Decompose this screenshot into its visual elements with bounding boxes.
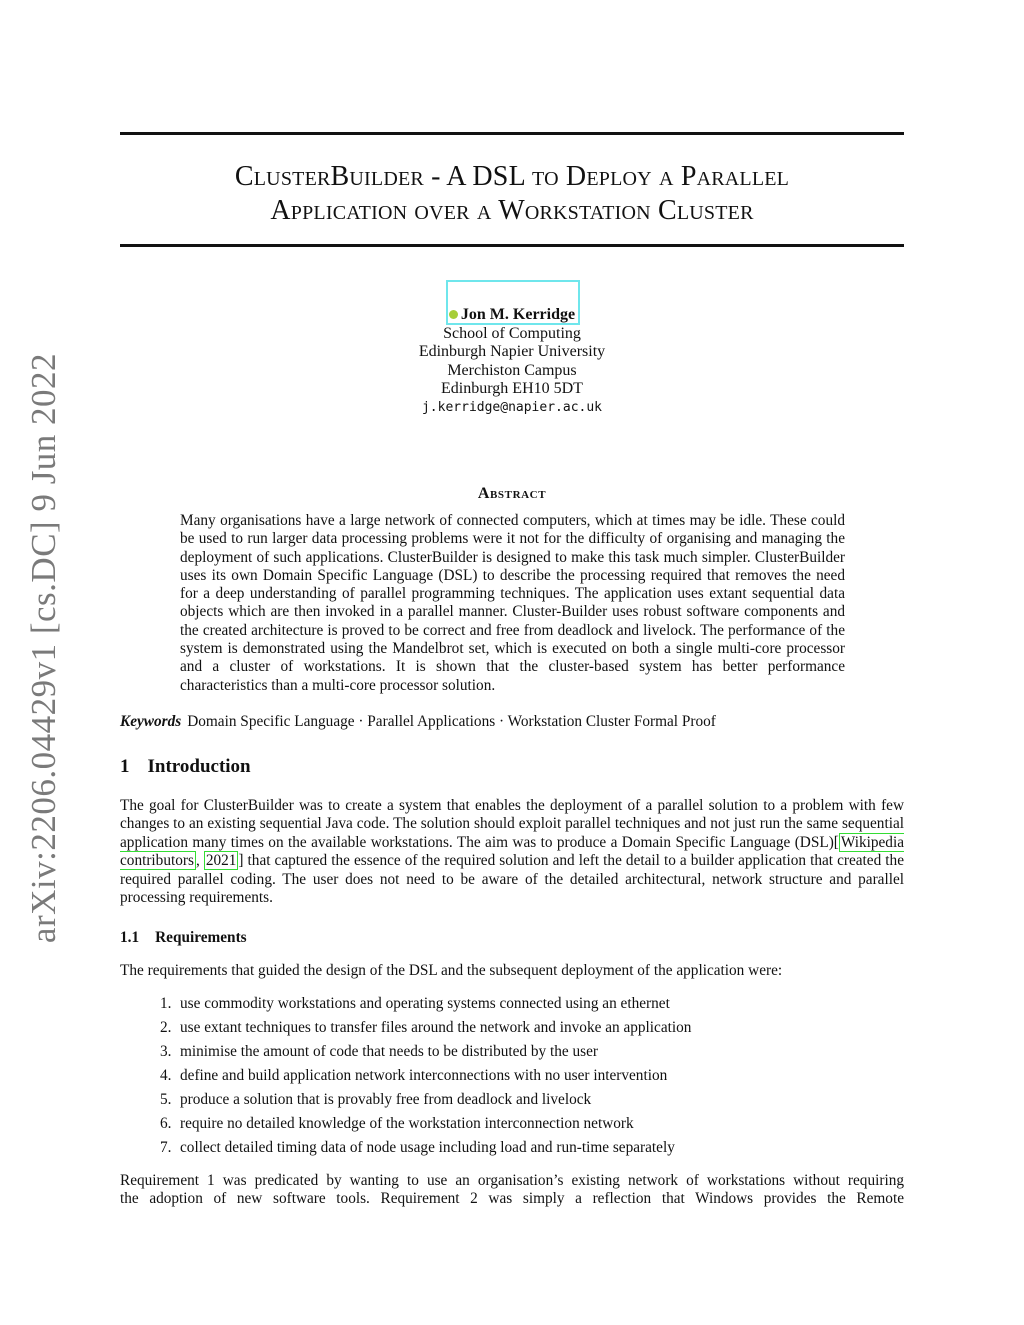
paragraph-line-2: the adoption of new software tools. Requirement 2 was simply a reflection that Windows provides the Remote — [120, 1190, 904, 1208]
requirements-list — [120, 995, 904, 1163]
author-name[interactable]: Jon M. Kerridge — [460, 306, 576, 323]
list-item-number: 3. — [160, 1043, 172, 1060]
list-item — [120, 1115, 904, 1139]
author-email: j.kerridge@napier.ac.uk — [421, 399, 602, 415]
list-item-text: require no detailed knowledge of the workstation interconnection network — [180, 1115, 634, 1132]
list-item-number: 2. — [160, 1019, 172, 1036]
author-department: School of Computing — [443, 324, 581, 342]
abstract-text: Many organisations have a large network of connected computers, which at times may be idle. These could be used to run larger data processing problems were it not for the difficulty of organising and managing the deployment of such applications. ClusterBuilder is designed to make this task much simpler. ClusterBuilder uses its own Domain Specific Language (DSL) to describe the processing required that removes the need for a deep understanding of parallel programming techniques. The application uses extant sequential data objects which are then invoked in a parallel manner. Cluster-Builder uses robust software components and the created architecture is proved to be correct and free from deadlock and livelock. The performance of the system is demonstrated using the Mandelbrot set, which is executed on both a single multi-core processor and a cluster of workstations. It is shown that the cluster-based system has better performance characteristics than a multi-core processor solution. — [180, 512, 845, 694]
orcid-icon[interactable] — [449, 310, 458, 319]
list-item-text: use commodity workstations and operating systems connected using an ethernet — [180, 995, 670, 1012]
author-city: Edinburgh EH10 5DT — [441, 380, 583, 397]
requirements-intro: The requirements that guided the design of the DSL and the subsequent deployment of the application were: — [120, 962, 783, 979]
keywords — [120, 712, 904, 731]
list-item — [120, 995, 904, 1019]
citation-separator: , — [195, 852, 204, 870]
intro-text-after-citation: ] that captured the essence of the required solution and left the detail to a builder application that created the required parallel coding. The user does not need to be aware of the detailed architectural, network structure and parallel processing requirements. — [120, 852, 904, 907]
citation-link-year[interactable]: 2021 — [205, 852, 237, 870]
paper-title-line-1: ClusterBuilder - A DSL to Deploy a Parallel — [234, 161, 790, 192]
section-heading-introduction — [120, 756, 251, 778]
citation-link-author[interactable]: Wikipedia contributors — [120, 833, 904, 870]
paper-title — [120, 160, 904, 228]
subsection-number: 1.1 — [120, 929, 140, 946]
section-title: Introduction — [147, 756, 251, 777]
list-item — [120, 1139, 904, 1163]
list-item-text: define and build application network interconnections with no user intervention — [180, 1067, 668, 1084]
author-campus: Merchiston Campus — [447, 361, 577, 379]
keywords-label: Keywords — [120, 713, 182, 730]
paragraph-line-1: Requirement 1 was predicated by wanting to use an organisation’s existing network of workstations without requiring — [120, 1172, 904, 1189]
introduction-paragraph — [120, 797, 904, 907]
section-number: 1 — [120, 756, 130, 777]
list-item-number: 6. — [160, 1115, 172, 1132]
author-name-line[interactable] — [312, 306, 712, 325]
list-item-number: 5. — [160, 1091, 172, 1108]
subsection-title: Requirements — [155, 929, 247, 946]
list-item-number: 1. — [160, 995, 172, 1012]
arxiv-identifier: arXiv:2206.04429v1 [cs.DC] 9 Jun 2022 — [24, 352, 63, 944]
author-block — [312, 306, 712, 417]
list-item-number: 4. — [160, 1067, 172, 1084]
keywords-list: Domain Specific Language · Parallel Applications · Workstation Cluster Formal Proof — [187, 713, 716, 730]
title-top-rule — [120, 132, 904, 135]
title-bottom-rule — [120, 244, 904, 247]
list-item-text: minimise the amount of code that needs to be distributed by the user — [180, 1043, 599, 1060]
list-item — [120, 1019, 904, 1043]
list-item-number: 7. — [160, 1139, 172, 1156]
paper-title-line-2: Application over a Workstation Cluster — [270, 195, 754, 226]
list-item — [120, 1091, 904, 1115]
subsection-heading-requirements — [120, 929, 247, 947]
author-university: Edinburgh Napier University — [418, 343, 606, 360]
intro-text-before-citation: The goal for ClusterBuilder was to create a system that enables the deployment of a parallel solution to a problem with few changes to an existing sequential Java code. The solution should exploit parallel techniques and not just run the same sequential application many times on the available workstations. The aim was to produce a Domain Specific Language (DSL)[ — [120, 797, 904, 851]
abstract-heading: Abstract — [477, 485, 547, 502]
list-item — [120, 1043, 904, 1067]
list-item — [120, 1067, 904, 1091]
list-item-text: use extant techniques to transfer files around the network and invoke an application — [180, 1019, 692, 1036]
requirements-discussion-paragraph — [120, 1172, 904, 1209]
list-item-text: produce a solution that is provably free from deadlock and livelock — [180, 1091, 592, 1108]
list-item-text: collect detailed timing data of node usage including load and run-time separately — [180, 1139, 675, 1156]
